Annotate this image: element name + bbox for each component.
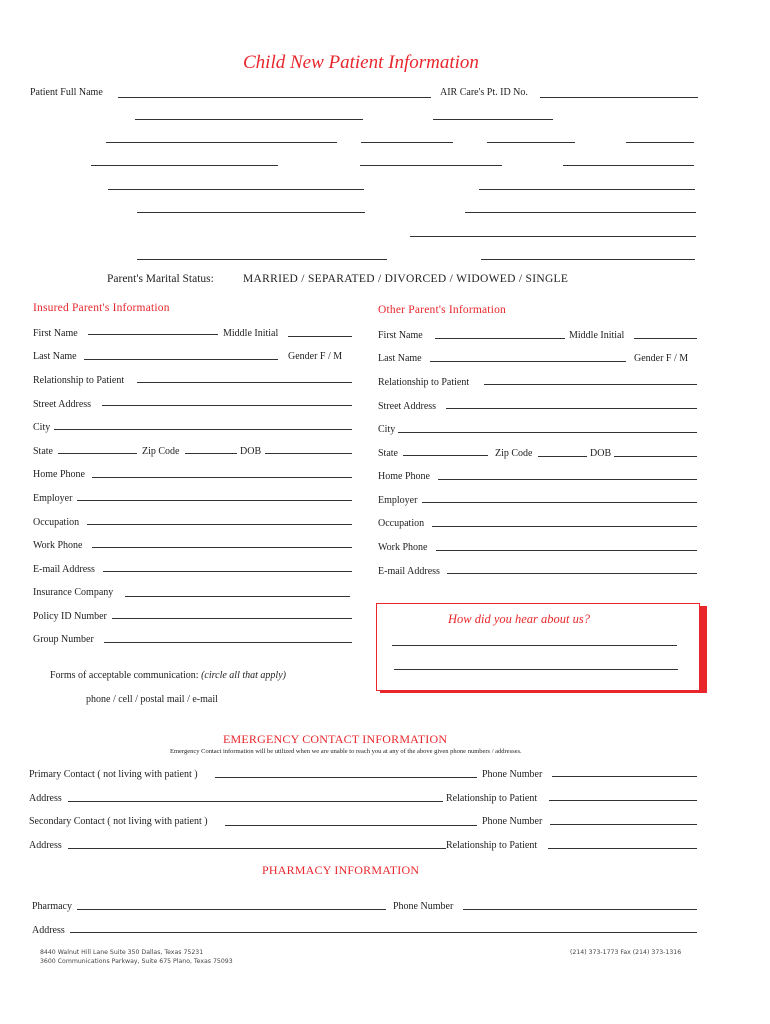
other-email-label: E-mail Address bbox=[378, 566, 440, 577]
other-first-name-label: First Name bbox=[378, 330, 423, 341]
other-home-phone-field[interactable] bbox=[438, 479, 697, 480]
other-relationship-label: Relationship to Patient bbox=[378, 377, 470, 388]
blank-line[interactable] bbox=[481, 259, 695, 260]
primary-phone-label: Phone Number bbox=[482, 769, 543, 780]
blank-line[interactable] bbox=[106, 142, 337, 143]
primary-relationship-label: Relationship to Patient bbox=[446, 793, 538, 804]
pharmacy-address-label: Address bbox=[32, 925, 65, 936]
pharmacy-name-label: Pharmacy bbox=[32, 901, 72, 912]
insured-state-field[interactable] bbox=[58, 453, 137, 454]
air-id-label: AIR Care's Pt. ID No. bbox=[440, 87, 528, 98]
other-state-field[interactable] bbox=[403, 455, 488, 456]
insured-home-phone-label: Home Phone bbox=[33, 469, 85, 480]
blank-line[interactable] bbox=[361, 142, 453, 143]
insured-city-field[interactable] bbox=[54, 429, 352, 430]
emergency-subtext: Emergency Contact information will be utilized when we are unable to reach you at any of the above given phone numbers / addresses. bbox=[170, 748, 522, 755]
insured-last-name-label: Last Name bbox=[33, 351, 77, 362]
secondary-contact-field[interactable] bbox=[225, 825, 477, 826]
other-occupation-label: Occupation bbox=[378, 518, 425, 529]
insured-heading: Insured Parent's Information bbox=[33, 302, 170, 314]
secondary-phone-field[interactable] bbox=[550, 824, 697, 825]
other-city-field[interactable] bbox=[398, 432, 697, 433]
insured-home-phone-field[interactable] bbox=[92, 477, 352, 478]
air-id-field[interactable] bbox=[540, 97, 698, 98]
other-work-phone-label: Work Phone bbox=[378, 542, 428, 553]
insured-gender[interactable]: Gender F / M bbox=[288, 351, 343, 362]
communication-note: (circle all that apply) bbox=[201, 670, 286, 681]
other-street-label: Street Address bbox=[378, 401, 437, 412]
insured-street-field[interactable] bbox=[102, 405, 352, 406]
insured-first-name-field[interactable] bbox=[88, 334, 218, 335]
group-number-field[interactable] bbox=[104, 642, 352, 643]
page-title: Child New Patient Information bbox=[243, 52, 479, 73]
blank-line[interactable] bbox=[487, 142, 575, 143]
insured-relationship-label: Relationship to Patient bbox=[33, 375, 125, 386]
blank-line[interactable] bbox=[108, 189, 364, 190]
insured-state-label: State bbox=[33, 446, 53, 457]
insured-middle-initial-field[interactable] bbox=[288, 336, 352, 337]
insured-middle-initial-label: Middle Initial bbox=[223, 328, 279, 339]
communication-options[interactable]: phone / cell / postal mail / e-mail bbox=[86, 694, 218, 705]
blank-line[interactable] bbox=[563, 165, 694, 166]
pharmacy-address-field[interactable] bbox=[70, 932, 697, 933]
insured-dob-field[interactable] bbox=[265, 453, 352, 454]
other-relationship-field[interactable] bbox=[484, 384, 697, 385]
communication-label bbox=[50, 670, 286, 682]
blank-line[interactable] bbox=[626, 142, 694, 143]
policy-id-label: Policy ID Number bbox=[33, 611, 107, 622]
hear-about-us-line-1[interactable] bbox=[392, 645, 677, 646]
insured-work-phone-field[interactable] bbox=[92, 547, 352, 548]
primary-contact-field[interactable] bbox=[215, 777, 477, 778]
other-zip-field[interactable] bbox=[538, 456, 587, 457]
group-number-label: Group Number bbox=[33, 634, 94, 645]
secondary-address-label: Address bbox=[29, 840, 62, 851]
secondary-address-field[interactable] bbox=[68, 848, 446, 849]
emergency-heading: EMERGENCY CONTACT INFORMATION bbox=[223, 732, 448, 746]
other-employer-field[interactable] bbox=[422, 502, 697, 503]
secondary-contact-label: Secondary Contact ( not living with patient ) bbox=[29, 816, 208, 827]
other-middle-initial-label: Middle Initial bbox=[569, 330, 625, 341]
insured-email-field[interactable] bbox=[103, 571, 352, 572]
blank-line[interactable] bbox=[465, 212, 696, 213]
other-middle-initial-field[interactable] bbox=[634, 338, 697, 339]
hear-about-us-heading: How did you hear about us? bbox=[448, 612, 591, 626]
insured-first-name-label: First Name bbox=[33, 328, 78, 339]
other-occupation-field[interactable] bbox=[432, 526, 697, 527]
secondary-phone-label: Phone Number bbox=[482, 816, 543, 827]
policy-id-field[interactable] bbox=[112, 618, 352, 619]
hear-about-us-line-2[interactable] bbox=[394, 669, 678, 670]
other-first-name-field[interactable] bbox=[435, 338, 565, 339]
other-zip-label: Zip Code bbox=[495, 448, 533, 459]
communication-label-text: Forms of acceptable communication: bbox=[50, 670, 199, 681]
other-employer-label: Employer bbox=[378, 495, 418, 506]
blank-line[interactable] bbox=[433, 119, 553, 120]
insured-last-name-field[interactable] bbox=[84, 359, 278, 360]
primary-address-label: Address bbox=[29, 793, 62, 804]
insured-employer-label: Employer bbox=[33, 493, 73, 504]
other-last-name-label: Last Name bbox=[378, 353, 422, 364]
blank-line[interactable] bbox=[91, 165, 278, 166]
patient-full-name-field[interactable] bbox=[118, 97, 431, 98]
other-last-name-field[interactable] bbox=[430, 361, 626, 362]
pharmacy-name-field[interactable] bbox=[77, 909, 386, 910]
other-home-phone-label: Home Phone bbox=[378, 471, 430, 482]
pharmacy-phone-field[interactable] bbox=[463, 909, 697, 910]
blank-line[interactable] bbox=[479, 189, 695, 190]
other-email-field[interactable] bbox=[447, 573, 697, 574]
other-work-phone-field[interactable] bbox=[436, 550, 697, 551]
insured-email-label: E-mail Address bbox=[33, 564, 95, 575]
other-gender[interactable]: Gender F / M bbox=[634, 353, 689, 364]
other-dob-label: DOB bbox=[590, 448, 612, 459]
other-city-label: City bbox=[378, 424, 396, 435]
insured-dob-label: DOB bbox=[240, 446, 262, 457]
insured-zip-field[interactable] bbox=[185, 453, 237, 454]
footer-phones: (214) 373-1773 Fax (214) 373-1316 bbox=[570, 949, 682, 956]
insured-zip-label: Zip Code bbox=[142, 446, 180, 457]
footer-address-2: 3600 Communications Parkway, Suite 675 Plano, Texas 75093 bbox=[40, 958, 233, 965]
blank-line[interactable] bbox=[137, 212, 365, 213]
other-dob-field[interactable] bbox=[614, 456, 697, 457]
insured-city-label: City bbox=[33, 422, 51, 433]
marital-status-label: Parent's Marital Status: bbox=[107, 273, 214, 285]
primary-contact-label: Primary Contact ( not living with patient ) bbox=[29, 769, 198, 780]
footer-address-1: 8440 Walnut Hill Lane Suite 350 Dallas, Texas 75231 bbox=[40, 949, 204, 956]
primary-phone-field[interactable] bbox=[552, 776, 697, 777]
other-heading: Other Parent's Information bbox=[378, 304, 506, 316]
insurance-company-field[interactable] bbox=[125, 596, 350, 597]
blank-line[interactable] bbox=[135, 119, 363, 120]
insured-occupation-field[interactable] bbox=[87, 524, 352, 525]
secondary-relationship-label: Relationship to Patient bbox=[446, 840, 538, 851]
secondary-relationship-field[interactable] bbox=[548, 848, 697, 849]
insured-employer-field[interactable] bbox=[77, 500, 352, 501]
insured-relationship-field[interactable] bbox=[137, 382, 352, 383]
pharmacy-heading: PHARMACY INFORMATION bbox=[262, 863, 420, 877]
primary-address-field[interactable] bbox=[68, 801, 443, 802]
insured-street-label: Street Address bbox=[33, 399, 92, 410]
patient-full-name-label: Patient Full Name bbox=[30, 87, 103, 98]
blank-line[interactable] bbox=[360, 165, 502, 166]
other-state-label: State bbox=[378, 448, 398, 459]
primary-relationship-field[interactable] bbox=[549, 800, 697, 801]
other-street-field[interactable] bbox=[446, 408, 697, 409]
insurance-company-label: Insurance Company bbox=[33, 587, 114, 598]
blank-line[interactable] bbox=[410, 236, 696, 237]
insured-work-phone-label: Work Phone bbox=[33, 540, 83, 551]
insured-occupation-label: Occupation bbox=[33, 517, 80, 528]
pharmacy-phone-label: Phone Number bbox=[393, 901, 454, 912]
marital-status-options[interactable]: MARRIED / SEPARATED / DIVORCED / WIDOWED / SINGLE bbox=[243, 273, 569, 285]
blank-line[interactable] bbox=[137, 259, 387, 260]
